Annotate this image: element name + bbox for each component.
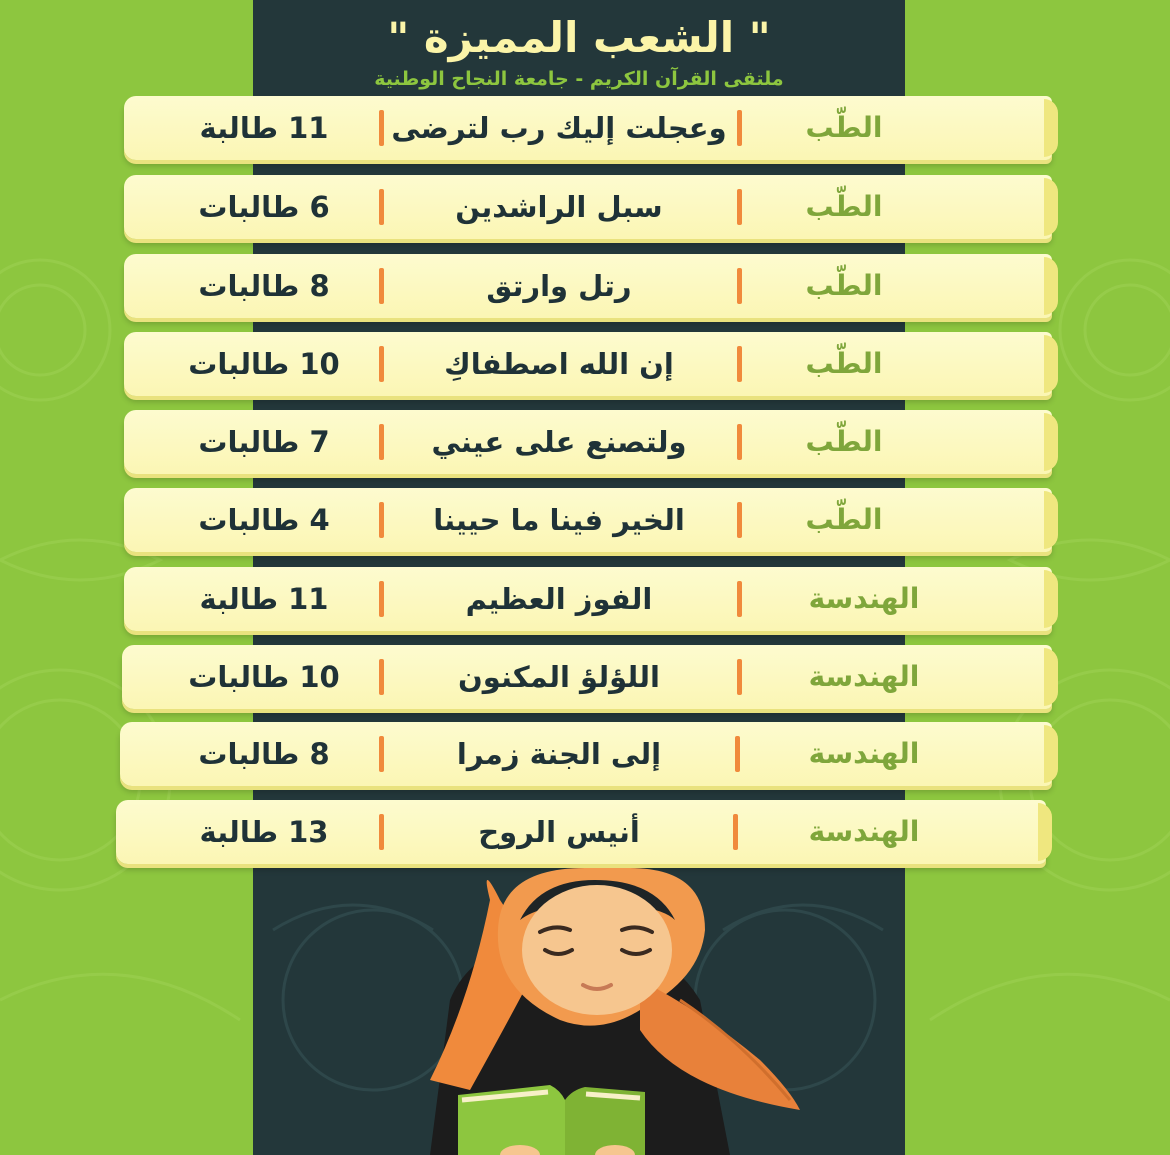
section-name: اللؤلؤ المكنون [458, 660, 660, 694]
faculty-label: الهندسة [808, 815, 920, 848]
student-count: 11 طالبة [199, 111, 329, 145]
faculty-label: الطّب [805, 347, 883, 380]
section-name: وعجلت إليك رب لترضى [391, 111, 727, 145]
faculty-label: الهندسة [808, 582, 920, 615]
student-count: 11 طالبة [199, 582, 329, 616]
page-subtitle: ملتقى القرآن الكريم - جامعة النجاح الوطنية [374, 68, 784, 90]
faculty-label: الطّب [805, 425, 883, 458]
section-name: إلى الجنة زمرا [456, 737, 662, 771]
faculty-label: الطّب [805, 269, 883, 302]
faculty-label: الطّب [805, 190, 883, 223]
student-count: 10 طالبات [188, 660, 340, 694]
section-name: الفوز العظيم [465, 582, 653, 616]
section-name: أنيس الروح [478, 815, 640, 849]
student-count: 10 طالبات [188, 347, 340, 381]
page-title: " الشعب المميزة " [387, 13, 771, 62]
section-name: ولتصنع على عيني [431, 425, 687, 459]
faculty-label: الهندسة [808, 660, 920, 693]
section-name: رتل وارتق [486, 269, 632, 303]
student-count: 6 طالبات [198, 190, 330, 224]
faculty-label: الطّب [805, 503, 883, 536]
student-count: 8 طالبات [198, 737, 330, 771]
section-name: إن الله اصطفاكِ [444, 347, 674, 381]
student-count: 7 طالبات [198, 425, 330, 459]
student-count: 4 طالبات [198, 503, 330, 537]
student-count: 13 طالبة [199, 815, 329, 849]
section-name: الخير فينا ما حيينا [433, 503, 685, 537]
section-name: سبل الراشدين [455, 190, 663, 224]
faculty-label: الهندسة [808, 737, 920, 770]
student-count: 8 طالبات [198, 269, 330, 303]
faculty-label: الطّب [805, 111, 883, 144]
